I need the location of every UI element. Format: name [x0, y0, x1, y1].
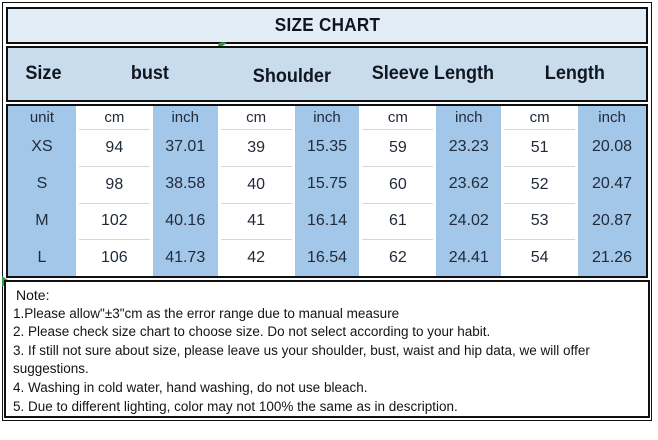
- value-cell: 37.01: [150, 129, 221, 166]
- title-bar: [6, 7, 648, 44]
- notes-section: [4, 280, 650, 418]
- header-shoulder: Shoulder: [252, 66, 331, 87]
- value-cell: 39: [221, 129, 292, 166]
- value-cell: 61: [362, 203, 433, 240]
- header-bust: bust: [130, 63, 169, 84]
- unit-cell: cm: [362, 106, 433, 129]
- size-label-cell: L: [8, 239, 79, 276]
- unit-cell: inch: [150, 106, 221, 129]
- value-cell: 40: [221, 166, 292, 203]
- value-cell: 24.02: [433, 203, 504, 240]
- note-line: suggestions.: [13, 361, 89, 377]
- note-line: 2. Please check size chart to choose size. Do not select according to your habit.: [13, 324, 491, 340]
- value-cell: 54: [504, 239, 575, 276]
- value-cell: 16.54: [292, 239, 363, 276]
- unit-cell: unit: [8, 106, 79, 129]
- value-cell: 16.14: [292, 203, 363, 240]
- value-cell: 20.47: [575, 166, 646, 203]
- size-label-cell: S: [8, 166, 79, 203]
- note-line: 5. Due to different lighting, color may not 100% the same as in description.: [13, 398, 458, 414]
- value-cell: 53: [504, 203, 575, 240]
- header-sleeve-length: Sleeve Length: [372, 63, 495, 84]
- value-cell: 38.58: [150, 166, 221, 203]
- value-cell: 62: [362, 239, 433, 276]
- value-cell: 23.62: [433, 166, 504, 203]
- value-cell: 52: [504, 166, 575, 203]
- unit-cell: cm: [504, 106, 575, 129]
- note-line: 4. Washing in cold water, hand washing, do not use bleach.: [13, 379, 368, 395]
- value-cell: 98: [79, 166, 150, 203]
- value-cell: 51: [504, 129, 575, 166]
- value-cell: 42: [221, 239, 292, 276]
- column-header-row: [6, 46, 648, 102]
- value-cell: 15.75: [292, 166, 363, 203]
- value-cell: 23.23: [433, 129, 504, 166]
- value-cell: 21.26: [575, 239, 646, 276]
- value-cell: 41.73: [150, 239, 221, 276]
- value-cell: 59: [362, 129, 433, 166]
- value-cell: 20.08: [575, 129, 646, 166]
- header-size: Size: [25, 63, 62, 84]
- value-cell: 102: [79, 203, 150, 240]
- unit-cell: inch: [433, 106, 504, 129]
- value-cell: 24.41: [433, 239, 504, 276]
- unit-cell: inch: [575, 106, 646, 129]
- value-cell: 40.16: [150, 203, 221, 240]
- value-cell: 94: [79, 129, 150, 166]
- notes-label: Note:: [16, 287, 50, 303]
- page-title: SIZE CHART: [274, 15, 380, 35]
- size-label-cell: M: [8, 203, 79, 240]
- unit-cell: cm: [79, 106, 150, 129]
- size-table-grid: [8, 106, 646, 276]
- size-table: [6, 104, 648, 278]
- note-line: 3. If still not sure about size, please leave us your shoulder, bust, waist and hip data, we will offer: [13, 342, 590, 358]
- unit-cell: inch: [292, 106, 363, 129]
- size-label-cell: XS: [8, 129, 79, 166]
- value-cell: 20.87: [575, 203, 646, 240]
- unit-cell: cm: [221, 106, 292, 129]
- notes-lines: [13, 305, 644, 417]
- value-cell: 60: [362, 166, 433, 203]
- header-length: Length: [545, 63, 606, 84]
- value-cell: 15.35: [292, 129, 363, 166]
- note-line: 1.Please allow"±3"cm as the error range due to manual measure: [13, 305, 400, 321]
- value-cell: 41: [221, 203, 292, 240]
- value-cell: 106: [79, 239, 150, 276]
